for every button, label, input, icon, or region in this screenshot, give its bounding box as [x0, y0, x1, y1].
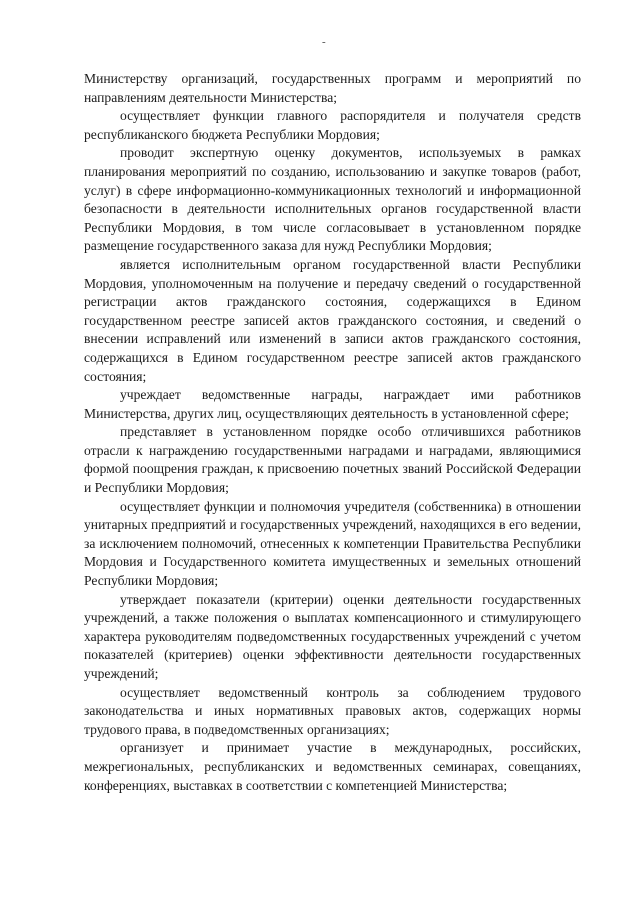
paragraph: Министерству организаций, государственных программ и мероприятий по направлениям деятельности Министерства; [84, 71, 581, 105]
paragraph: утверждает показатели (критерии) оценки деятельности государственных учреждений, а также положения о выплатах компенсационного и стимулирующего характера руководителям подведомственных государственных учреждений с учетом показателей (критериев) оценки эффективности деятельности государственных учреждений; [84, 591, 581, 681]
paragraph: является исполнительным органом государственной власти Республики Мордовия, уполномоченным на получение и передачу сведений о государственной регистрации актов гражданского состояния, содержащихся в Едином государственном реестре записей актов гражданского состояния, и сведений о внесении исправлений или изменений в записи актов гражданского состояния, содержащихся в Едином государственном реестре записей актов гражданского состояния; [84, 256, 581, 384]
paragraph: осуществляет функции и полномочия учредителя (собственника) в отношении унитарных предприятий и государственных учреждений, находящихся в его ведении, за исключением полномочий, отнесенных к компетенции Правительства Республики Мордовия и Государственного комитета имущественных и земельных отношений Республики Мордовия; [84, 498, 581, 589]
paragraph: учреждает ведомственные награды, награждает ими работников Министерства, других лиц, осуществляющих деятельность в установленной сфере; [84, 387, 581, 421]
paragraph: осуществляет ведомственный контроль за соблюдением трудового законодательства и иных нормативных правовых актов, содержащих нормы трудового права, в подведомственных организациях; [84, 684, 581, 737]
paragraph: представляет в установленном порядке особо отличившихся работников отрасли к награждению государственными наградами и наградами, являющимися формой поощрения граждан, к присвоению почетных званий Российской Федерации и Республики Мордовия; [84, 424, 581, 496]
paragraph: проводит экспертную оценку документов, используемых в рамках планирования мероприятий по созданию, использованию и закупке товаров (работ, услуг) в сфере информационно-коммуникационных технологий и информационной безопасности в деятельности исполнительных органов государственной власти Республики Мордовия, в том числе согласовывает в установленном порядке размещение государственного заказа для нужд Республики Мордовия; [84, 145, 581, 254]
page-number-mark: - [322, 36, 326, 48]
paragraph: осуществляет функции главного распорядителя и получателя средств республиканского бюджета Республики Мордовия; [84, 108, 581, 142]
document-body [84, 70, 581, 795]
paragraph: организует и принимает участие в международных, российских, межрегиональных, республиканских и ведомственных семинарах, совещаниях, конференциях, выставках в соответствии с компетенцией Министерства; [84, 740, 581, 793]
